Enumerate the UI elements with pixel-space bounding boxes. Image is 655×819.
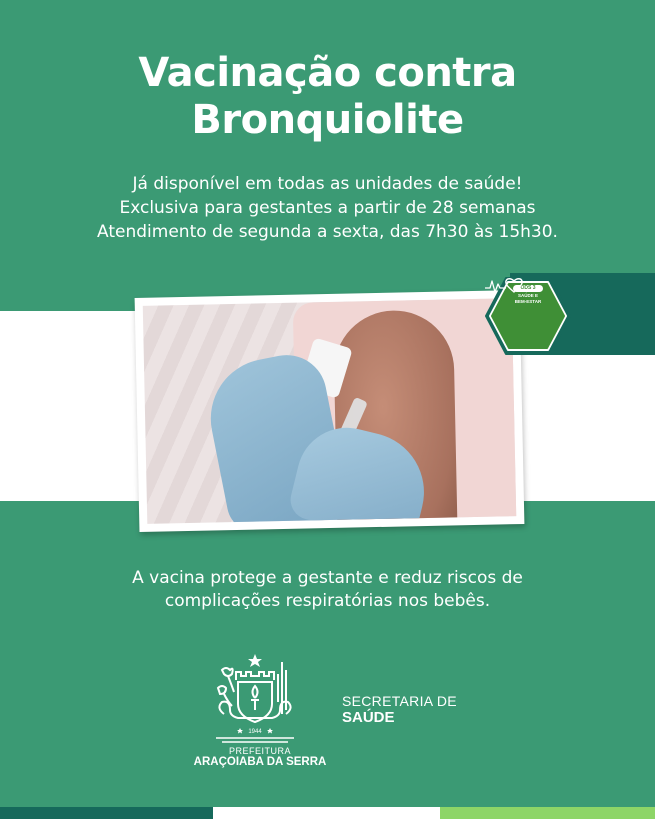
city-crest-icon (212, 652, 298, 744)
title-line-2: Bronquiolite (191, 97, 464, 143)
ods-title-line-1: SAÚDE E (517, 293, 538, 298)
closing-text (0, 567, 655, 613)
footer-strip-dark (0, 807, 213, 819)
ods-title-line-2: BEM-ESTAR (514, 299, 542, 304)
secretaria-label: SECRETARIA DE (342, 693, 457, 709)
intro-text (0, 172, 655, 244)
vaccination-photo-frame (135, 290, 525, 532)
intro-line-1: Já disponível em todas as unidades de saúde! (132, 174, 523, 194)
page-title (0, 50, 655, 144)
title-line-1: Vacinação contra (138, 50, 517, 96)
vaccination-photo (143, 298, 516, 524)
city-name: ARAÇOIABA DA SERRA (193, 756, 327, 768)
footer-strip-white (213, 807, 440, 819)
ods-badge (484, 276, 572, 356)
intro-line-3: Atendimento de segunda a sexta, das 7h30 às 15h30. (97, 222, 558, 242)
ods-title (498, 293, 558, 305)
footer-strip-light (440, 807, 655, 819)
closing-line-1: A vacina protege a gestante e reduz riscos de (132, 568, 523, 588)
heartbeat-heart-icon (484, 276, 526, 294)
closing-line-2: complicações respiratórias nos bebês. (164, 591, 491, 611)
svg-text:1944: 1944 (248, 729, 262, 735)
intro-line-2: Exclusiva para gestantes a partir de 28 semanas (119, 198, 536, 218)
secretaria-name: SAÚDE (342, 709, 395, 726)
ods-label: ODS 3 (513, 285, 543, 292)
prefeitura-label: PREFEITURA (228, 746, 291, 756)
